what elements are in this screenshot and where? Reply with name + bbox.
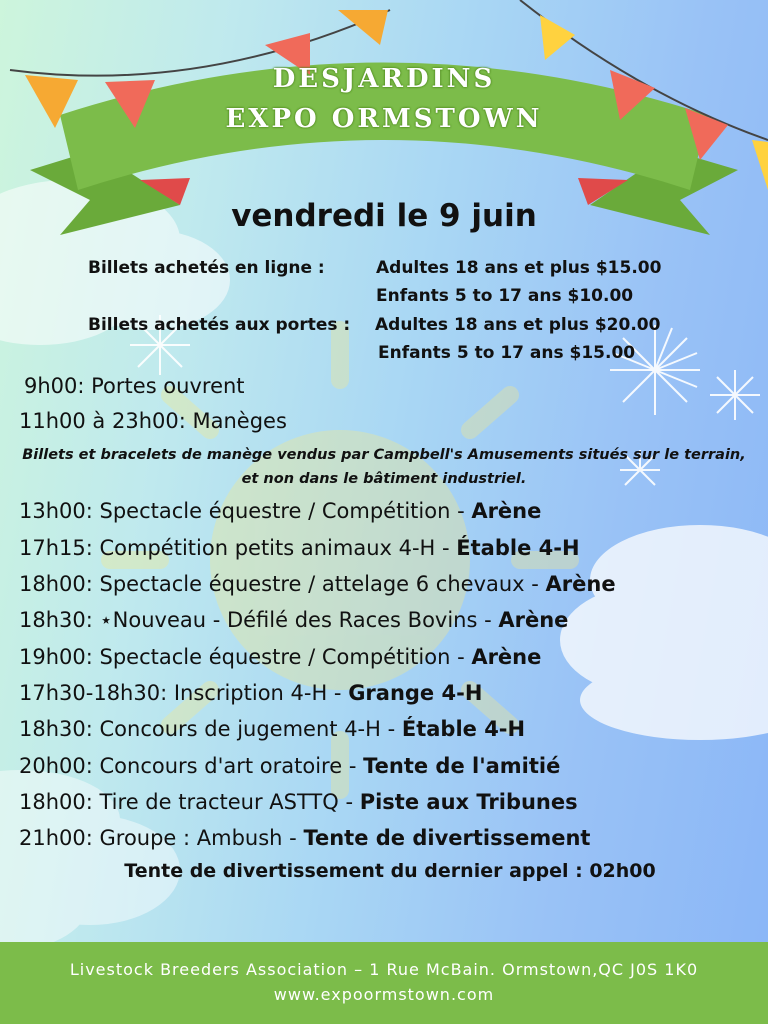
schedule-item: 19h00: Spectacle équestre / Compétition - Arène <box>19 645 542 669</box>
schedule-item: 18h00: Spectacle équestre / attelage 6 chevaux - Arène <box>19 572 616 596</box>
last-call: Tente de divertissement du dernier appel : 02h00 <box>124 860 656 882</box>
rides-note: Billets et bracelets de manège vendus par Campbell's Amusements situés sur le terrain, et non dans le bâtiment industriel. <box>22 447 746 487</box>
schedule-item: 18h30: ⋆Nouveau - Défilé des Races Bovins - Arène <box>19 608 569 632</box>
schedule-item: 17h15: Compétition petits animaux 4-H - Étable 4-H <box>19 536 580 560</box>
schedule-item: 9h00: Portes ouvrent <box>24 374 245 398</box>
banner-line-2: EXPO ORMSTOWN <box>225 104 543 134</box>
event-date: vendredi le 9 juin <box>231 198 537 234</box>
cloud-right-icon <box>560 525 768 740</box>
tickets-door-label: Billets achetés aux portes : <box>88 315 351 335</box>
tickets-online-label: Billets achetés en ligne : <box>88 258 325 278</box>
schedule-item: 18h30: Concours de jugement 4-H - Étable 4-H <box>19 717 526 741</box>
schedule-item: 13h00: Spectacle équestre / Compétition - Arène <box>19 499 542 523</box>
footer-bar <box>0 942 768 1024</box>
tickets-door-adults: Adultes 18 ans et plus $20.00 <box>375 315 661 335</box>
footer-website[interactable]: www.expoormstown.com <box>273 985 495 1004</box>
schedule-item: 18h00: Tire de tracteur ASTTQ - Piste aux Tribunes <box>19 790 578 814</box>
tickets-online-kids: Enfants 5 to 17 ans $10.00 <box>376 286 634 306</box>
tickets-door-kids: Enfants 5 to 17 ans $15.00 <box>378 343 636 363</box>
tickets-online-adults: Adultes 18 ans et plus $15.00 <box>376 258 662 278</box>
banner-line-1: DESJARDINS <box>272 64 496 94</box>
schedule-item: 11h00 à 23h00: Manèges <box>19 409 287 433</box>
footer-address: Livestock Breeders Association – 1 Rue McBain. Ormstown,QC J0S 1K0 <box>69 960 699 979</box>
schedule-item: 20h00: Concours d'art oratoire - Tente de l'amitié <box>19 754 561 778</box>
schedule-item: 17h30-18h30: Inscription 4-H - Grange 4-H <box>19 681 483 705</box>
schedule-item: 21h00: Groupe : Ambush - Tente de divertissement <box>19 826 591 850</box>
